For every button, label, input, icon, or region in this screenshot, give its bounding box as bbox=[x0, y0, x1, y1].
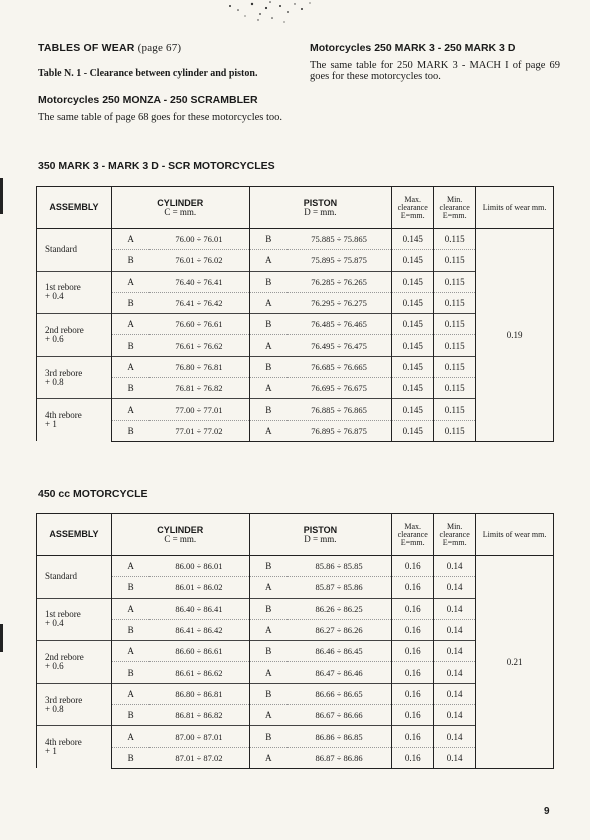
assembly-label: 3rd rebore + 0.8 bbox=[37, 356, 112, 399]
cylinder-diameter: 76.61 ÷ 76.62 bbox=[149, 335, 249, 356]
cylinder-diameter: 76.81 ÷ 76.82 bbox=[149, 378, 249, 399]
max-clearance: 0.145 bbox=[392, 356, 434, 377]
cylinder-grade: B bbox=[111, 335, 149, 356]
cylinder-grade: A bbox=[111, 726, 149, 747]
tables-of-wear-heading bbox=[38, 42, 288, 54]
cylinder-diameter: 86.80 ÷ 86.81 bbox=[149, 683, 249, 704]
piston-diameter: 85.87 ÷ 85.86 bbox=[287, 577, 392, 598]
mark3-heading: Motorcycles 250 MARK 3 - 250 MARK 3 D bbox=[310, 42, 516, 54]
piston-grade: A bbox=[249, 747, 287, 768]
section-title-450: 450 cc MOTORCYCLE bbox=[38, 488, 148, 500]
table-row bbox=[37, 229, 554, 250]
cylinder-grade: B bbox=[111, 705, 149, 726]
max-clearance: 0.16 bbox=[392, 683, 434, 704]
cylinder-grade: B bbox=[111, 292, 149, 313]
cylinder-grade: B bbox=[111, 378, 149, 399]
scan-edge-mark bbox=[0, 624, 3, 652]
cylinder-diameter: 76.40 ÷ 76.41 bbox=[149, 271, 249, 292]
max-clearance: 0.16 bbox=[392, 747, 434, 768]
piston-diameter: 86.66 ÷ 86.65 bbox=[287, 683, 392, 704]
cylinder-diameter: 86.00 ÷ 86.01 bbox=[149, 556, 249, 577]
cylinder-diameter: 76.01 ÷ 76.02 bbox=[149, 250, 249, 271]
piston-diameter: 86.47 ÷ 86.46 bbox=[287, 662, 392, 683]
header-piston bbox=[249, 187, 392, 229]
limit-of-wear: 0.19 bbox=[476, 229, 554, 442]
piston-diameter: 75.895 ÷ 75.875 bbox=[287, 250, 392, 271]
piston-grade: B bbox=[249, 399, 287, 420]
piston-grade: A bbox=[249, 335, 287, 356]
cylinder-diameter: 86.81 ÷ 86.82 bbox=[149, 705, 249, 726]
piston-diameter: 86.67 ÷ 86.66 bbox=[287, 705, 392, 726]
piston-diameter: 76.895 ÷ 76.875 bbox=[287, 420, 392, 441]
cylinder-diameter: 86.60 ÷ 86.61 bbox=[149, 641, 249, 662]
assembly-label: Standard bbox=[37, 556, 112, 599]
piston-grade: B bbox=[249, 229, 287, 250]
header-cylinder-label: CYLINDER bbox=[157, 524, 204, 535]
max-clearance: 0.145 bbox=[392, 378, 434, 399]
header-assembly: ASSEMBLY bbox=[37, 187, 112, 229]
min-clearance: 0.115 bbox=[434, 335, 476, 356]
cylinder-grade: A bbox=[111, 598, 149, 619]
piston-diameter: 76.885 ÷ 76.865 bbox=[287, 399, 392, 420]
piston-grade: B bbox=[249, 314, 287, 335]
assembly-label: 1st rebore + 0.4 bbox=[37, 271, 112, 314]
header-piston-unit: D = mm. bbox=[304, 533, 337, 544]
assembly-label: 3rd rebore + 0.8 bbox=[37, 683, 112, 726]
min-clearance: 0.115 bbox=[434, 314, 476, 335]
print-speckle-marks bbox=[200, 0, 330, 30]
max-clearance: 0.145 bbox=[392, 335, 434, 356]
header-cylinder bbox=[111, 187, 249, 229]
assembly-label: 4th rebore + 1 bbox=[37, 399, 112, 442]
assembly-label: Standard bbox=[37, 229, 112, 272]
min-clearance: 0.14 bbox=[434, 641, 476, 662]
header-piston-unit: D = mm. bbox=[304, 206, 337, 217]
min-clearance: 0.115 bbox=[434, 378, 476, 399]
table-title: Table N. 1 - Clearance between cylinder and piston. bbox=[38, 68, 258, 79]
max-clearance: 0.145 bbox=[392, 314, 434, 335]
scan-edge-mark bbox=[0, 178, 3, 214]
piston-grade: B bbox=[249, 271, 287, 292]
heading-text: TABLES OF WEAR bbox=[38, 42, 135, 54]
cylinder-grade: B bbox=[111, 577, 149, 598]
cylinder-grade: B bbox=[111, 250, 149, 271]
max-clearance: 0.145 bbox=[392, 399, 434, 420]
min-clearance: 0.14 bbox=[434, 598, 476, 619]
monza-scrambler-heading: Motorcycles 250 MONZA - 250 SCRAMBLER bbox=[38, 94, 258, 106]
header-min-clearance: Min. clearance E=mm. bbox=[434, 514, 476, 556]
cylinder-grade: B bbox=[111, 662, 149, 683]
max-clearance: 0.16 bbox=[392, 641, 434, 662]
mark3-text: The same table for 250 MARK 3 - MACH I of page 69 goes for these motorcycles too. bbox=[310, 60, 560, 82]
assembly-label: 2nd rebore + 0.6 bbox=[37, 314, 112, 357]
heading-page-ref: (page 67) bbox=[137, 42, 182, 54]
piston-diameter: 85.86 ÷ 85.85 bbox=[287, 556, 392, 577]
assembly-label: 4th rebore + 1 bbox=[37, 726, 112, 769]
cylinder-diameter: 86.40 ÷ 86.41 bbox=[149, 598, 249, 619]
cylinder-grade: B bbox=[111, 619, 149, 640]
cylinder-grade: A bbox=[111, 399, 149, 420]
header-piston bbox=[249, 514, 392, 556]
cylinder-diameter: 76.80 ÷ 76.81 bbox=[149, 356, 249, 377]
cylinder-grade: A bbox=[111, 556, 149, 577]
cylinder-diameter: 86.41 ÷ 86.42 bbox=[149, 619, 249, 640]
piston-grade: B bbox=[249, 356, 287, 377]
min-clearance: 0.14 bbox=[434, 726, 476, 747]
cylinder-grade: A bbox=[111, 683, 149, 704]
max-clearance: 0.145 bbox=[392, 250, 434, 271]
piston-grade: A bbox=[249, 619, 287, 640]
assembly-label: 2nd rebore + 0.6 bbox=[37, 641, 112, 684]
cylinder-grade: A bbox=[111, 314, 149, 335]
table-row bbox=[37, 556, 554, 577]
piston-grade: A bbox=[249, 662, 287, 683]
piston-diameter: 76.695 ÷ 76.675 bbox=[287, 378, 392, 399]
min-clearance: 0.14 bbox=[434, 556, 476, 577]
intro-left-column bbox=[38, 42, 288, 123]
piston-grade: B bbox=[249, 641, 287, 662]
min-clearance: 0.14 bbox=[434, 705, 476, 726]
cylinder-diameter: 87.00 ÷ 87.01 bbox=[149, 726, 249, 747]
header-cylinder bbox=[111, 514, 249, 556]
cylinder-diameter: 76.60 ÷ 76.61 bbox=[149, 314, 249, 335]
piston-grade: B bbox=[249, 683, 287, 704]
max-clearance: 0.145 bbox=[392, 271, 434, 292]
limit-of-wear: 0.21 bbox=[476, 556, 554, 769]
min-clearance: 0.115 bbox=[434, 250, 476, 271]
cylinder-grade: A bbox=[111, 356, 149, 377]
assembly-label: 1st rebore + 0.4 bbox=[37, 598, 112, 641]
piston-grade: B bbox=[249, 598, 287, 619]
header-cylinder-unit: C = mm. bbox=[164, 533, 197, 544]
cylinder-diameter: 87.01 ÷ 87.02 bbox=[149, 747, 249, 768]
header-piston-label: PISTON bbox=[303, 197, 338, 208]
header-piston-label: PISTON bbox=[303, 524, 338, 535]
min-clearance: 0.14 bbox=[434, 662, 476, 683]
piston-diameter: 86.46 ÷ 86.45 bbox=[287, 641, 392, 662]
cylinder-diameter: 77.01 ÷ 77.02 bbox=[149, 420, 249, 441]
min-clearance: 0.115 bbox=[434, 271, 476, 292]
header-cylinder-label: CYLINDER bbox=[157, 197, 204, 208]
min-clearance: 0.14 bbox=[434, 619, 476, 640]
header-min-clearance: Min. clearance E=mm. bbox=[434, 187, 476, 229]
max-clearance: 0.16 bbox=[392, 556, 434, 577]
piston-diameter: 76.285 ÷ 76.265 bbox=[287, 271, 392, 292]
piston-grade: A bbox=[249, 420, 287, 441]
piston-grade: A bbox=[249, 378, 287, 399]
max-clearance: 0.16 bbox=[392, 662, 434, 683]
wear-table-450 bbox=[36, 513, 554, 769]
piston-diameter: 76.295 ÷ 76.275 bbox=[287, 292, 392, 313]
cylinder-grade: A bbox=[111, 271, 149, 292]
piston-diameter: 75.885 ÷ 75.865 bbox=[287, 229, 392, 250]
piston-diameter: 76.485 ÷ 76.465 bbox=[287, 314, 392, 335]
min-clearance: 0.14 bbox=[434, 683, 476, 704]
piston-diameter: 86.26 ÷ 86.25 bbox=[287, 598, 392, 619]
cylinder-diameter: 86.61 ÷ 86.62 bbox=[149, 662, 249, 683]
header-assembly: ASSEMBLY bbox=[37, 514, 112, 556]
min-clearance: 0.115 bbox=[434, 292, 476, 313]
header-max-clearance: Max. clearance E=mm. bbox=[392, 514, 434, 556]
cylinder-grade: B bbox=[111, 420, 149, 441]
max-clearance: 0.16 bbox=[392, 598, 434, 619]
header-max-clearance: Max. clearance E=mm. bbox=[392, 187, 434, 229]
min-clearance: 0.14 bbox=[434, 747, 476, 768]
min-clearance: 0.115 bbox=[434, 399, 476, 420]
cylinder-diameter: 86.01 ÷ 86.02 bbox=[149, 577, 249, 598]
min-clearance: 0.115 bbox=[434, 229, 476, 250]
header-limits-of-wear: Limits of wear mm. bbox=[476, 187, 554, 229]
cylinder-grade: A bbox=[111, 229, 149, 250]
intro-right-column bbox=[310, 42, 560, 82]
piston-grade: B bbox=[249, 726, 287, 747]
piston-diameter: 76.685 ÷ 76.665 bbox=[287, 356, 392, 377]
cylinder-diameter: 76.41 ÷ 76.42 bbox=[149, 292, 249, 313]
piston-grade: A bbox=[249, 292, 287, 313]
max-clearance: 0.145 bbox=[392, 292, 434, 313]
header-limits-of-wear: Limits of wear mm. bbox=[476, 514, 554, 556]
piston-diameter: 86.27 ÷ 86.26 bbox=[287, 619, 392, 640]
min-clearance: 0.115 bbox=[434, 420, 476, 441]
cylinder-grade: A bbox=[111, 641, 149, 662]
max-clearance: 0.145 bbox=[392, 420, 434, 441]
max-clearance: 0.16 bbox=[392, 705, 434, 726]
section-title-350: 350 MARK 3 - MARK 3 D - SCR MOTORCYCLES bbox=[38, 160, 275, 172]
cylinder-diameter: 77.00 ÷ 77.01 bbox=[149, 399, 249, 420]
piston-diameter: 86.87 ÷ 86.86 bbox=[287, 747, 392, 768]
max-clearance: 0.16 bbox=[392, 726, 434, 747]
piston-grade: B bbox=[249, 556, 287, 577]
piston-diameter: 76.495 ÷ 76.475 bbox=[287, 335, 392, 356]
wear-table-350 bbox=[36, 186, 554, 442]
cylinder-grade: B bbox=[111, 747, 149, 768]
piston-grade: A bbox=[249, 705, 287, 726]
piston-diameter: 86.86 ÷ 86.85 bbox=[287, 726, 392, 747]
min-clearance: 0.14 bbox=[434, 577, 476, 598]
max-clearance: 0.16 bbox=[392, 577, 434, 598]
piston-grade: A bbox=[249, 577, 287, 598]
page-number: 9 bbox=[544, 806, 550, 817]
min-clearance: 0.115 bbox=[434, 356, 476, 377]
header-cylinder-unit: C = mm. bbox=[164, 206, 197, 217]
max-clearance: 0.145 bbox=[392, 229, 434, 250]
piston-grade: A bbox=[249, 250, 287, 271]
max-clearance: 0.16 bbox=[392, 619, 434, 640]
monza-scrambler-text: The same table of page 68 goes for these motorcycles too. bbox=[38, 112, 283, 123]
cylinder-diameter: 76.00 ÷ 76.01 bbox=[149, 229, 249, 250]
